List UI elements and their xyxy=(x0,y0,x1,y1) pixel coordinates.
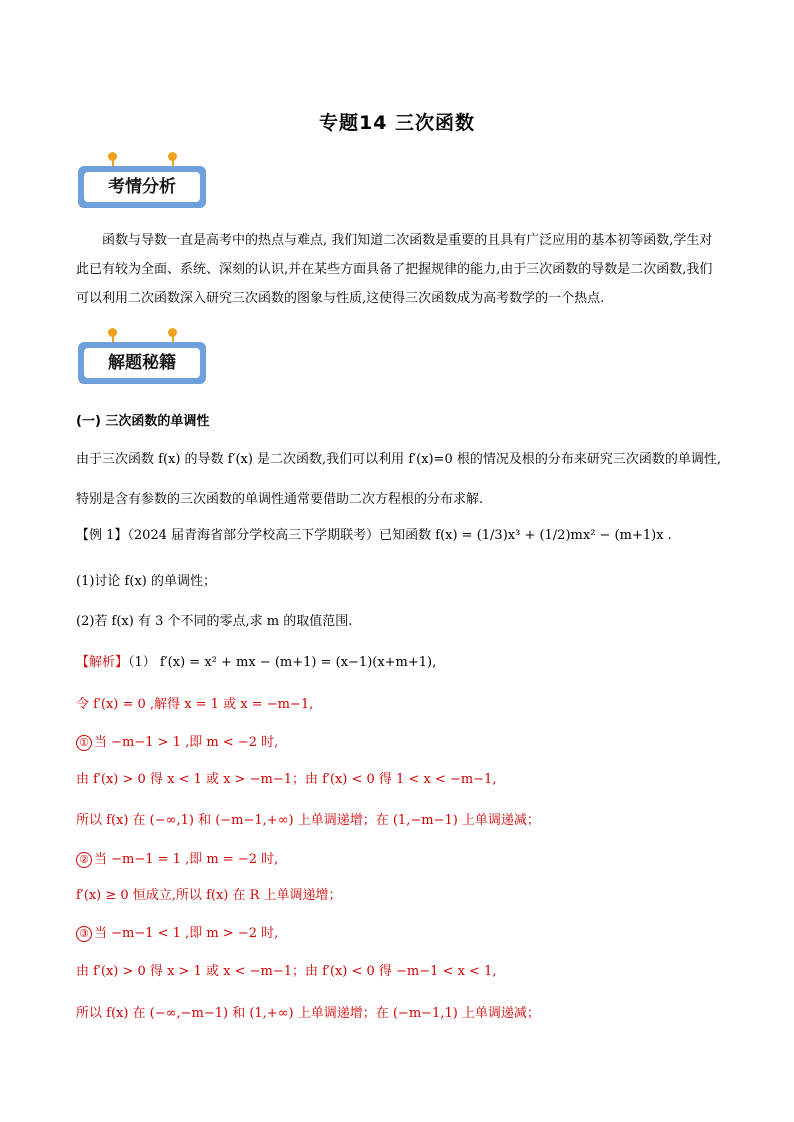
solution-text: （1） f′(x) = x² + mx − (m+1) = (x−1)(x+m+1), xyxy=(128,655,437,670)
case-2-condition: 当 −m−1 = 1 ,即 m = −2 时, xyxy=(94,852,279,867)
solution-label: 【解析】 xyxy=(76,655,129,670)
badge-pin-head-icon xyxy=(168,152,177,161)
solution-line-6 xyxy=(76,848,736,868)
case-3-condition: 当 −m−1 < 1 ,即 m > −2 时, xyxy=(94,926,279,941)
question-1: (1)讨论 f(x) 的单调性； xyxy=(76,574,216,589)
example-source: （2024 届青海省部分学校高三下学期联考）已知函数 f(x) = (1/3)x³ + (1/2)mx² − (m+1)x . xyxy=(127,528,672,543)
question-2: (2)若 f(x) 有 3 个不同的零点,求 m 的取值范围. xyxy=(76,614,353,629)
example-tag: 【例 1】 xyxy=(76,528,128,543)
solution-line-5: 所以 f(x) 在 (−∞,1) 和 (−m−1,+∞) 上单调递增；在 (1,−m−1) 上单调递减； xyxy=(76,813,540,828)
solution-line-2: 令 f′(x) = 0 ,解得 x = 1 或 x = −m−1, xyxy=(76,697,314,712)
case-marker-3: ③ xyxy=(76,926,92,942)
example-line xyxy=(76,524,736,543)
solution-line-3 xyxy=(76,731,736,751)
method-paragraph: 由于三次函数 f(x) 的导数 f′(x) 是二次函数,我们可以利用 f′(x)=0 根的情况及根的分布来研究三次函数的单调性,特别是含有参数的三次函数的单调性通常要借助二次方程根的分布求解. xyxy=(76,452,721,507)
solution-line-9: 由 f′(x) > 0 得 x > 1 或 x < −m−1；由 f′(x) < 0 得 −m−1 < x < 1, xyxy=(76,964,497,979)
solution-line-4: 由 f′(x) > 0 得 x < 1 或 x > −m−1；由 f′(x) < 0 得 1 < x < −m−1, xyxy=(76,772,497,787)
section-badge-analysis xyxy=(78,152,208,210)
solution-line-1 xyxy=(76,651,736,670)
page-title: 专题14 三次函数 xyxy=(318,112,476,134)
solution-line-10: 所以 f(x) 在 (−∞,−m−1) 和 (1,+∞) 上单调递增；在 (−m−1,1) 上单调递减； xyxy=(76,1006,540,1021)
badge-frame xyxy=(78,166,206,208)
solution-line-8 xyxy=(76,922,736,942)
badge-pin-head-icon xyxy=(168,328,177,337)
solution-line-7: f′(x) ≥ 0 恒成立,所以 f(x) 在 R 上单调递增； xyxy=(76,888,342,903)
case-marker-2: ② xyxy=(76,852,92,868)
badge-pin-head-icon xyxy=(108,328,117,337)
badge-frame xyxy=(78,342,206,384)
badge-label: 解题秘籍 xyxy=(84,348,200,378)
subheading: (一) 三次函数的单调性 xyxy=(76,414,210,429)
intro-paragraph: 函数与导数一直是高考中的热点与难点, 我们知道二次函数是重要的且具有广泛应用的基本初等函数,学生对此已有较为全面、系统、深刻的认识,并在某些方面具备了把握规律的能力,由于三次函数的导数是二次函数,我们可以利用二次函数深入研究三次函数的图象与性质,这使得三次函数成为高考数学的一个热点. xyxy=(76,233,713,306)
badge-label: 考情分析 xyxy=(84,172,200,202)
section-badge-tips xyxy=(78,328,208,386)
badge-pin-head-icon xyxy=(108,152,117,161)
case-1-condition: 当 −m−1 > 1 ,即 m < −2 时, xyxy=(94,735,279,750)
case-marker-1: ① xyxy=(76,735,92,751)
